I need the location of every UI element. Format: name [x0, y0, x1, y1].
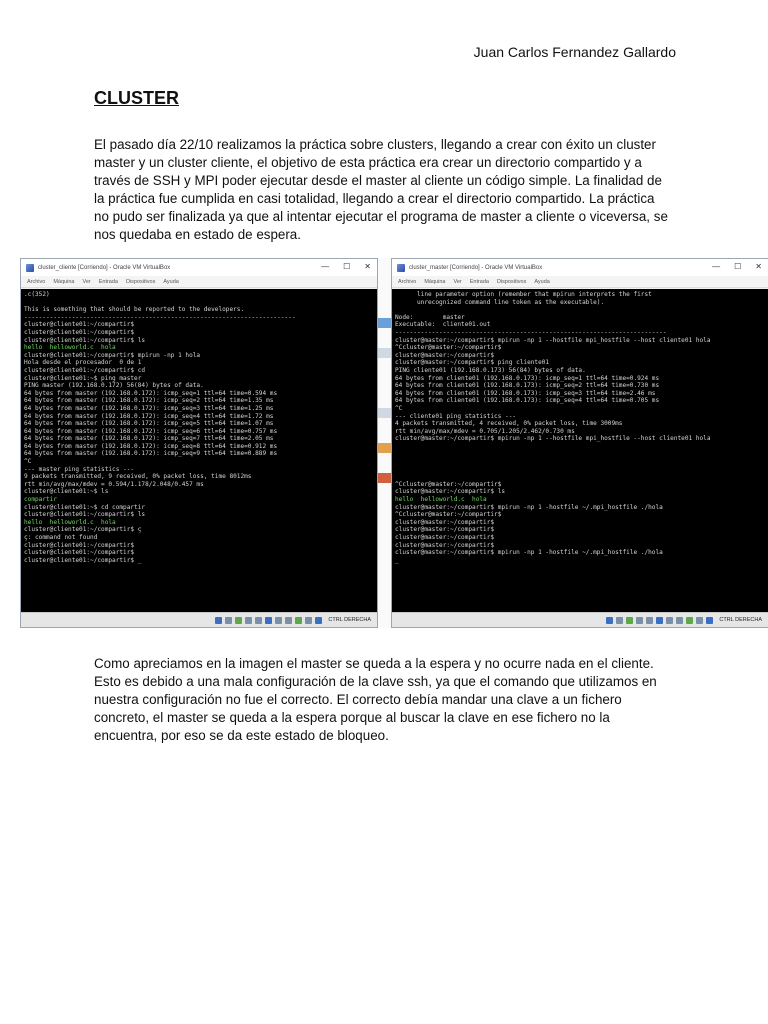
terminal-line: cluster@cliente01:~/compartir$ — [24, 321, 135, 329]
terminal-line: 64 bytes from master (192.168.0.172): icmp_seq=5 ttl=64 time=1.07 ms — [24, 420, 274, 428]
terminal-line: ^C — [395, 404, 403, 412]
document-title: CLUSTER — [94, 88, 179, 108]
vm-titlebar — [21, 259, 377, 276]
terminal-line: --- master ping statistics --- — [24, 465, 135, 473]
analysis-paragraph: Como apreciamos en la imagen el master se queda a la espera y no ocurre nada en el cliente. Esto es debido a una mala configuración de la clave ssh, ya que el comando que utilizamos en nuestra configuración no fue el correcto. El correcto debía mandar una clave a un fichero concreto, el master se queda a la espera porque al buscar la clave en ese fichero no la encuentra, por eso se da este estado de bloqueo. — [94, 656, 657, 743]
terminal-line: -------------------------------------------------------------------------- — [395, 328, 667, 336]
terminal-line: cluster@cliente01:~/compartir$ ls — [24, 336, 146, 344]
minimize-icon[interactable]: — — [712, 262, 721, 271]
terminal-line: _ — [395, 556, 399, 564]
terminal-line: cluster@cliente01:~$ ls — [24, 488, 109, 496]
menu-item[interactable]: Archivo — [27, 278, 46, 285]
terminal-line: ^Ccluster@master:~/compartir$ — [395, 480, 502, 488]
terminal-line: --- cliente01 ping statistics --- — [395, 412, 517, 420]
status-device-icon[interactable] — [265, 617, 272, 624]
status-device-icon[interactable] — [225, 617, 232, 624]
terminal-line: cluster@cliente01:~/compartir$ mpirun -np 1 hola — [24, 351, 201, 359]
terminal-line: This is something that should be reported to the developers. — [24, 306, 245, 314]
terminal-line: 64 bytes from cliente01 (192.168.0.173): icmp_seq=3 ttl=64 time=2.46 ms — [395, 389, 656, 397]
desktop-thumb — [378, 408, 391, 418]
status-device-icon[interactable] — [215, 617, 222, 624]
terminal[interactable] — [21, 289, 377, 613]
terminal-line: Hola desde el procesador 0 de 1 — [24, 359, 142, 367]
menu-item[interactable]: Ver — [82, 278, 91, 285]
terminal-line: Executable: cliente01.out — [395, 321, 491, 329]
terminal-line — [395, 306, 765, 314]
maximize-icon[interactable]: ☐ — [343, 262, 351, 271]
terminal-line: 64 bytes from cliente01 (192.168.0.173): icmp_seq=2 ttl=64 time=0.730 ms — [395, 382, 660, 390]
terminal-line: 64 bytes from cliente01 (192.168.0.173): icmp_seq=4 ttl=64 time=0.705 ms — [395, 397, 660, 405]
terminal-line: cluster@master:~/compartir$ mpirun -np 1 -hostfile ~/.mpi_hostfile ./hola — [395, 549, 663, 557]
menu-item[interactable]: Máquina — [424, 278, 446, 285]
status-device-icon[interactable] — [626, 617, 633, 624]
status-device-icon[interactable] — [706, 617, 713, 624]
terminal-line — [395, 473, 765, 481]
terminal-line: 64 bytes from master (192.168.0.172): icmp_seq=9 ttl=64 time=0.889 ms — [24, 450, 278, 458]
terminal-line: cluster@cliente01:~/compartir$ — [24, 549, 135, 557]
terminal-line: 9 packets transmitted, 9 received, 0% packet loss, time 8012ms — [24, 473, 252, 481]
desktop-thumb — [378, 443, 391, 453]
virtualbox-screenshot — [20, 258, 768, 628]
menu-item[interactable]: Máquina — [53, 278, 75, 285]
terminal-line: cluster@cliente01:~/compartir$ — [24, 541, 135, 549]
close-icon[interactable]: ✕ — [755, 262, 762, 271]
terminal-line: 64 bytes from master (192.168.0.172): icmp_seq=6 ttl=64 time=0.757 ms — [24, 427, 278, 435]
terminal-line: cluster@master:~/compartir$ — [395, 526, 495, 534]
status-device-icon[interactable] — [245, 617, 252, 624]
terminal-line: 64 bytes from master (192.168.0.172): icmp_seq=4 ttl=64 time=1.72 ms — [24, 412, 274, 420]
status-device-icon[interactable] — [305, 617, 312, 624]
status-device-icon[interactable] — [656, 617, 663, 624]
terminal-line: ^Ccluster@master:~/compartir$ — [395, 511, 502, 519]
status-device-icon[interactable] — [676, 617, 683, 624]
vm-title: cluster_master [Corriendo] - Oracle VM VirtualBox — [409, 264, 543, 271]
vm-title: cluster_cliente [Corriendo] - Oracle VM VirtualBox — [38, 264, 171, 271]
desktop-thumb — [378, 473, 391, 483]
terminal-line: cluster@master:~/compartir$ — [395, 351, 495, 359]
terminal-line: unrecognized command line token as the executable). — [395, 298, 605, 306]
terminal-line: cluster@cliente01:~$ cd compartir — [24, 503, 146, 511]
status-device-icon[interactable] — [606, 617, 613, 624]
terminal-line: cluster@master:~/compartir$ mpirun -np 1 --hostfile mpi_hostfile --host cliente01 hola — [395, 435, 711, 443]
status-device-icon[interactable] — [275, 617, 282, 624]
menu-item[interactable]: Ayuda — [163, 278, 179, 285]
terminal-line — [395, 466, 765, 474]
terminal-line — [395, 450, 765, 458]
terminal-line — [395, 443, 765, 451]
terminal-line — [395, 458, 765, 466]
host-key-label: CTRL DERECHA — [328, 617, 371, 623]
status-device-icon[interactable] — [235, 617, 242, 624]
terminal-line: rtt min/avg/max/mdev = 0.594/1.178/2.048/0.457 ms — [24, 480, 204, 488]
terminal-line: cluster@master:~/compartir$ — [395, 518, 495, 526]
terminal-line: ^Ccluster@master:~/compartir$ — [395, 344, 502, 352]
vm-titlebar — [392, 259, 768, 276]
status-device-icon[interactable] — [285, 617, 292, 624]
menu-item[interactable]: Ayuda — [534, 278, 550, 285]
desktop-thumb — [378, 348, 391, 358]
terminal-line: line parameter option (remember that mpirun interprets the first — [395, 291, 652, 298]
terminal-line: cluster@master:~/compartir$ mpirun -np 1 --hostfile mpi_hostfile --host cliente01 hola — [395, 336, 711, 344]
terminal-line: rtt min/avg/max/mdev = 0.705/1.205/2.462/0.730 ms — [395, 427, 575, 435]
terminal-line: compartir — [24, 496, 58, 504]
status-device-icon[interactable] — [616, 617, 623, 624]
terminal-line: 64 bytes from master (192.168.0.172): icmp_seq=7 ttl=64 time=2.05 ms — [24, 435, 274, 443]
window-controls — [712, 262, 762, 271]
status-device-icon[interactable] — [255, 617, 262, 624]
vm-statusbar — [392, 612, 768, 627]
terminal-line: PING cliente01 (192.168.0.173) 56(84) bytes of data. — [395, 366, 586, 374]
terminal-line — [24, 299, 374, 307]
menu-item[interactable]: Entrada — [98, 278, 118, 285]
status-device-icon[interactable] — [666, 617, 673, 624]
terminal-line: cluster@cliente01:~/compartir$ — [24, 328, 135, 336]
window-controls — [321, 262, 371, 271]
terminal-line: hello helloworld.c hola — [395, 496, 487, 504]
terminal-line: cluster@cliente01:~/compartir$ ç — [24, 526, 142, 534]
terminal-line: hello helloworld.c hola — [24, 344, 116, 352]
terminal-line: cluster@master:~/compartir$ ping cliente01 — [395, 359, 550, 367]
terminal-line: PING master (192.168.0.172) 56(84) bytes of data. — [24, 382, 204, 390]
terminal[interactable] — [392, 289, 768, 613]
maximize-icon[interactable]: ☐ — [734, 262, 742, 271]
background-desktop-strip — [378, 258, 392, 628]
menu-item[interactable]: Archivo — [398, 278, 417, 285]
terminal-line: cluster@master:~/compartir$ mpirun -np 1 -hostfile ~/.mpi_hostfile ./hola — [395, 503, 663, 511]
virtualbox-icon — [397, 264, 405, 272]
status-device-icon[interactable] — [646, 617, 653, 624]
terminal-line: cluster@cliente01:~/compartir$ cd — [24, 366, 146, 374]
desktop-thumb — [378, 318, 391, 328]
virtualbox-icon — [26, 264, 34, 272]
vm-menubar — [392, 276, 768, 288]
terminal-line: cluster@cliente01:~/compartir$ _ — [24, 556, 142, 564]
vm-menubar — [21, 276, 377, 288]
terminal-line: ç: command not found — [24, 534, 98, 541]
status-device-icon[interactable] — [686, 617, 693, 624]
status-device-icon[interactable] — [696, 617, 703, 624]
terminal-line: cluster@master:~/compartir$ ls — [395, 488, 506, 496]
terminal-line: ^C — [24, 458, 32, 466]
terminal-line: .c(352) — [24, 291, 50, 298]
menu-item[interactable]: Dispositivos — [125, 278, 156, 285]
terminal-line: 64 bytes from master (192.168.0.172): icmp_seq=2 ttl=64 time=1.35 ms — [24, 397, 274, 405]
status-device-icon[interactable] — [315, 617, 322, 624]
terminal-line: cluster@cliente01:~/compartir$ ls — [24, 511, 146, 519]
terminal-line: 64 bytes from cliente01 (192.168.0.173): icmp_seq=1 ttl=64 time=0.924 ms — [395, 374, 660, 382]
terminal-line: 64 bytes from master (192.168.0.172): icmp_seq=3 ttl=64 time=1.25 ms — [24, 404, 274, 412]
vm-window-cliente — [20, 258, 378, 628]
terminal-line: cluster@master:~/compartir$ — [395, 534, 495, 541]
author-name: Juan Carlos Fernandez Gallardo — [473, 44, 676, 60]
status-device-icon[interactable] — [295, 617, 302, 624]
terminal-line: hello helloworld.c hola — [24, 518, 116, 526]
terminal-line: cluster@cliente01:~$ ping master — [24, 374, 142, 382]
vm-window-master — [391, 258, 768, 628]
host-key-label: CTRL DERECHA — [719, 617, 762, 623]
terminal-line: 4 packets transmitted, 4 received, 0% packet loss, time 3009ms — [395, 420, 623, 428]
terminal-line: 64 bytes from master (192.168.0.172): icmp_seq=8 ttl=64 time=0.912 ms — [24, 442, 278, 450]
menu-item[interactable]: Ver — [453, 278, 462, 285]
menu-item[interactable]: Dispositivos — [496, 278, 527, 285]
terminal-line: 64 bytes from master (192.168.0.172): icmp_seq=1 ttl=64 time=0.594 ms — [24, 389, 278, 397]
intro-paragraph: El pasado día 22/10 realizamos la práctica sobre clusters, llegando a crear con éxito un cluster master y un cluster cliente, el objetivo de esta práctica era crear un directorio compartido y a través de SSH y MPI poder ejecutar desde el master al cliente un código simple. La finalidad de la práctica fue cumplida en casi totalidad, llegando a crear el directorio compartido. La práctica no pudo ser finalizada ya que al intentar ejecutar el programa de master a cliente o viceversa, se nos quedaba en estado de espera. — [94, 137, 668, 242]
terminal-line: Node: master — [395, 313, 465, 321]
minimize-icon[interactable]: — — [321, 262, 330, 271]
close-icon[interactable]: ✕ — [364, 262, 371, 271]
terminal-line: -------------------------------------------------------------------------- — [24, 313, 296, 321]
menu-item[interactable]: Entrada — [469, 278, 489, 285]
vm-statusbar — [21, 612, 377, 627]
status-device-icon[interactable] — [636, 617, 643, 624]
terminal-line: cluster@master:~/compartir$ — [395, 541, 495, 549]
